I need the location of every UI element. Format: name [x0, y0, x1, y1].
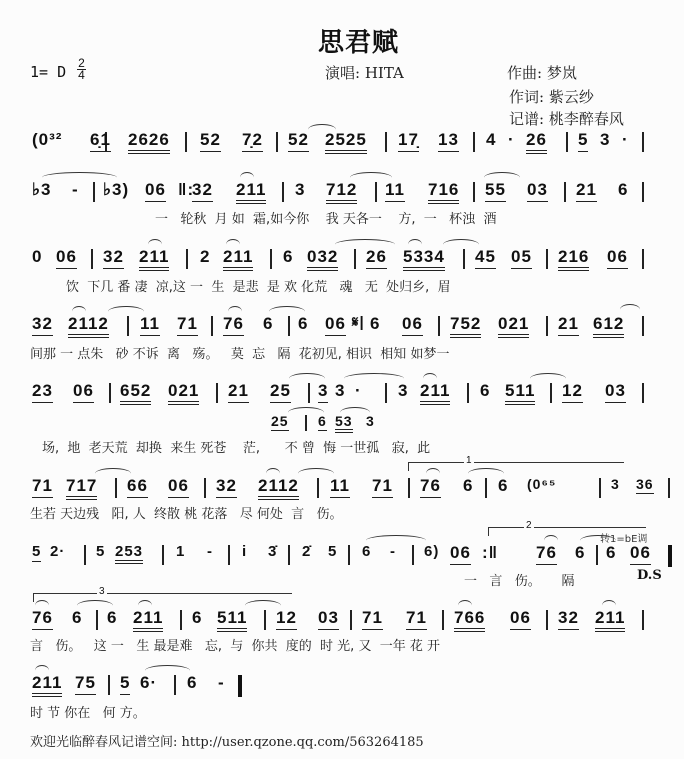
note: 5: [96, 543, 106, 560]
note: 6: [298, 314, 309, 333]
note-group: 216: [558, 247, 589, 271]
barline: [185, 132, 187, 152]
barline: [186, 249, 188, 269]
barline: [317, 478, 319, 498]
barline: [442, 610, 444, 630]
note-group: 06: [73, 381, 94, 403]
note-group: 03: [527, 180, 548, 202]
barline: [550, 383, 552, 403]
note: 3: [611, 476, 620, 492]
barline: [467, 383, 469, 403]
lyrics-line-2: 一 轮秋 月 如 霜,如今你 我 天各一 方, 一 杯浊 酒: [155, 212, 497, 227]
note-group: 253: [115, 543, 143, 564]
note: 6: [187, 673, 198, 692]
key-change-annotation: 转1=bE调: [600, 534, 648, 545]
note-group: 36: [636, 476, 654, 492]
score-row-3: [30, 247, 644, 271]
note: 3: [318, 381, 328, 403]
barline: [115, 478, 117, 498]
note-group: 26: [526, 130, 547, 154]
barline: [412, 545, 414, 565]
note-group: 03: [318, 608, 339, 630]
note-group: 511: [505, 381, 535, 405]
note: 6: [362, 543, 372, 560]
note-group: 021: [168, 381, 199, 405]
note-group: 71: [32, 476, 53, 498]
transcriber-credit: 记谱: 桃李醉春风: [509, 110, 624, 128]
note-group: 021: [498, 314, 529, 338]
barline: [642, 610, 644, 630]
note-group: 06: [168, 476, 189, 498]
note-group: 45: [475, 247, 496, 269]
score-row-4: [30, 314, 644, 338]
barline: [162, 545, 164, 565]
note: i: [242, 543, 248, 560]
note-group: 05: [511, 247, 532, 269]
lyricist-credit: 作词: 紫云纱: [509, 88, 594, 106]
note-group: 712: [326, 180, 357, 204]
note-group: 5334: [403, 247, 445, 271]
note-group: 71: [177, 314, 198, 336]
note-group: 66: [127, 476, 148, 498]
song-title: 思君赋: [318, 28, 400, 58]
score-row-9: [30, 673, 644, 697]
note: 3: [335, 381, 346, 400]
note-group: 511: [217, 608, 247, 632]
barline: [93, 182, 95, 202]
note-group: 717: [66, 476, 97, 500]
note-group: 76: [420, 476, 441, 498]
note: 5: [578, 130, 588, 152]
score-row-2: [30, 180, 644, 204]
note-group: 06: [450, 543, 471, 565]
barline: [668, 478, 670, 498]
repeat-start: ‖:: [178, 180, 195, 199]
barline: [642, 182, 644, 202]
note: 5: [328, 543, 338, 560]
note-group: 76: [223, 314, 244, 336]
hold-dash: -: [207, 543, 213, 560]
barline: [174, 675, 176, 695]
barline: [642, 383, 644, 403]
segno-barline: 𝄋|: [352, 314, 365, 331]
tie-slur: [298, 468, 334, 479]
note-group: 21: [228, 381, 249, 403]
tie-slur: [344, 373, 404, 384]
note-group: 211: [595, 608, 625, 632]
barline: [642, 132, 644, 152]
note: 6: [370, 314, 381, 333]
dot: ·: [355, 381, 362, 400]
footer-credit: 欢迎光临醉春风记谱空间: http://user.qzone.qq.com/563264185: [30, 735, 424, 750]
note-group: 53: [335, 413, 353, 433]
note: 6: [480, 381, 491, 400]
note-group: 03: [605, 381, 626, 403]
note: 1: [176, 543, 186, 560]
note-group: 32: [32, 314, 53, 336]
barline: [546, 316, 548, 336]
note: 6: [606, 543, 617, 562]
barline: [228, 545, 230, 565]
lyrics-line-6: 生若 天边残 阳, 人 终散 桃 花落 尽 何处 言 伤。: [30, 507, 343, 522]
note-group: 12: [276, 608, 297, 630]
note-group: 211: [223, 247, 253, 271]
note-group: 75: [75, 673, 96, 695]
dot: ·: [508, 130, 515, 149]
note-group: 32: [192, 180, 213, 202]
note: ♭3: [32, 180, 52, 199]
note: 4: [486, 130, 497, 149]
note: 6: [192, 608, 203, 627]
note-group: 06: [510, 608, 531, 630]
note-group: 21: [558, 314, 579, 336]
note: 6: [107, 608, 118, 627]
barline: [546, 249, 548, 269]
note-group: 11: [330, 476, 350, 498]
note-group: 32: [558, 608, 579, 630]
singer-credit: 演唱: HITA: [325, 64, 404, 82]
note: 5: [120, 673, 130, 695]
barline: [642, 316, 644, 336]
note-group: 17̣: [398, 130, 419, 152]
note: 6·: [140, 673, 158, 692]
note-group: 211: [236, 180, 266, 204]
note: 6: [575, 543, 586, 562]
note-group: (0³²: [32, 130, 63, 149]
note-group: 12: [562, 381, 583, 403]
note-group: 32: [216, 476, 237, 498]
note: 0: [32, 247, 43, 266]
note: 3: [600, 130, 611, 149]
note-group: 76: [536, 543, 557, 565]
note-group: 26: [366, 247, 387, 269]
note: 6: [283, 247, 294, 266]
barline: [566, 132, 568, 152]
note-group: 32: [103, 247, 124, 269]
volta-bracket-2: 2: [488, 527, 646, 536]
note: 6: [318, 413, 327, 429]
note: 3̇: [268, 543, 278, 560]
tie-slur: [95, 468, 131, 479]
final-barline: [238, 675, 242, 697]
composer-credit: 作曲: 梦岚: [507, 64, 577, 82]
note-group: 06: [402, 314, 423, 336]
note-group: 211: [32, 673, 62, 697]
note-group: 71: [406, 608, 427, 630]
dot: ·: [622, 130, 629, 149]
score-row-5: [30, 381, 644, 405]
note-group: 76: [32, 608, 53, 630]
hold-dash: -: [390, 543, 396, 560]
barline: [348, 545, 350, 565]
note: 6: [498, 476, 509, 495]
note: 3: [366, 413, 375, 429]
note: 2̇: [302, 543, 312, 560]
double-barline: [668, 545, 672, 567]
note-group: 766: [454, 608, 485, 632]
note-group: 11: [140, 314, 160, 336]
note: 6: [618, 180, 629, 199]
note-group: 13: [438, 130, 459, 152]
barline: [288, 545, 290, 565]
barline: [288, 316, 290, 336]
note: 2·: [50, 543, 66, 560]
time-signature: [77, 58, 86, 81]
lyrics-line-9: 时 节 你在 何 方。: [30, 706, 146, 721]
note-group: 2525: [325, 130, 367, 154]
barline: [109, 383, 111, 403]
lyrics-line-5: 场, 地 老天荒 却换 来生 死苍 茫, 不 曾 悔 一世孤 寂, 此: [42, 441, 431, 456]
note-group: 2626: [128, 130, 170, 154]
barline: [211, 316, 213, 336]
lyrics-line-8: 言 伤。 这 一 生 最是难 忘, 与 你共 度的 时 光, 又 一年 花 开: [30, 639, 440, 654]
note-group: 21: [576, 180, 597, 202]
note: 6: [72, 608, 83, 627]
barline: [473, 132, 475, 152]
barline: [408, 478, 410, 498]
note-group: 06: [325, 314, 346, 336]
score-row-5-alt: [30, 413, 644, 437]
note-group: 716: [428, 180, 459, 204]
barline: [642, 249, 644, 269]
note-group: 2112: [68, 314, 109, 338]
barline: [354, 249, 356, 269]
repeat-end: :‖: [482, 543, 499, 562]
barline: [485, 478, 487, 498]
barline: [127, 316, 129, 336]
note: 2: [200, 247, 211, 266]
note-group: 652: [120, 381, 151, 405]
barline: [270, 249, 272, 269]
volta-bracket-1: 1: [408, 462, 624, 471]
note: 6: [263, 314, 274, 333]
barline: [216, 383, 218, 403]
barline: [305, 415, 307, 431]
note-group: 55: [485, 180, 506, 202]
barline: [282, 182, 284, 202]
barline: [84, 545, 86, 565]
note-group: 71: [362, 608, 383, 630]
barline: [564, 182, 566, 202]
time-signature-bottom: 4: [78, 68, 85, 82]
barline: [385, 383, 387, 403]
note-group: 6̣1: [90, 130, 111, 152]
lyrics-line-3: 饮 下几 番 凄 凉,这 一 生 是悲 是 欢 化荒 魂 无 处归乡, 眉: [66, 280, 451, 295]
note-group: 2112: [258, 476, 299, 500]
note-group: 7̣2: [242, 130, 263, 152]
note-group: 52: [200, 130, 221, 152]
barline: [463, 249, 465, 269]
tie-slur: [443, 239, 479, 250]
note: 5: [32, 543, 42, 560]
note: ♭3): [103, 180, 130, 199]
barline: [204, 478, 206, 498]
barline: [375, 182, 377, 202]
barline: [473, 182, 475, 202]
lyrics-line-7: 一 言 伤。 隔: [464, 574, 575, 589]
note-group: 25: [271, 413, 289, 429]
note-group: 211: [420, 381, 450, 405]
barline: [350, 610, 352, 630]
note-group: 06: [607, 247, 628, 269]
barline: [438, 316, 440, 336]
note-group: 211: [139, 247, 169, 271]
score-row-6: [30, 476, 654, 500]
note: 3: [398, 381, 409, 400]
barline: [276, 132, 278, 152]
ds-marking: D.S: [637, 568, 662, 583]
note: 6: [463, 476, 474, 495]
note-group: 06: [630, 543, 651, 565]
hold-dash: -: [72, 180, 79, 199]
barline: [546, 610, 548, 630]
lyrics-line-4: 间那 一 点朱 砂 不诉 离 殇。 莫 忘 隔 花初见, 相识 相知 如梦一: [30, 347, 450, 362]
note-group: 211: [133, 608, 163, 632]
barline: [96, 610, 98, 630]
tie-slur: [366, 535, 426, 546]
barline: [264, 610, 266, 630]
note-group: 06: [145, 180, 166, 202]
score-row-7: [30, 543, 651, 567]
note-group: 23: [32, 381, 53, 403]
note-group: 612: [593, 314, 624, 338]
note: 3: [295, 180, 306, 199]
barline: [596, 545, 598, 565]
note-group: 52: [288, 130, 309, 152]
note-group: 71: [372, 476, 393, 498]
note-group: 25: [270, 381, 291, 403]
note-group: 752: [450, 314, 481, 338]
barline: [108, 675, 110, 695]
score-row-1: [30, 130, 644, 154]
time-signature-top: 2: [78, 56, 85, 70]
note-group: 11: [385, 180, 405, 202]
score-row-8: [30, 608, 644, 632]
note-group: 032: [307, 247, 338, 271]
note: 6): [424, 543, 440, 560]
barline: [308, 383, 310, 403]
barline: [91, 249, 93, 269]
note-group: (0⁶⁵: [527, 476, 557, 492]
barline: [599, 478, 601, 498]
barline: [180, 610, 182, 630]
barline: [385, 132, 387, 152]
key-signature: 1= D: [30, 63, 67, 81]
tie-slur: [108, 306, 144, 317]
volta-bracket-3: 3: [33, 593, 292, 602]
hold-dash: -: [218, 673, 225, 692]
note-group: 06: [56, 247, 77, 269]
